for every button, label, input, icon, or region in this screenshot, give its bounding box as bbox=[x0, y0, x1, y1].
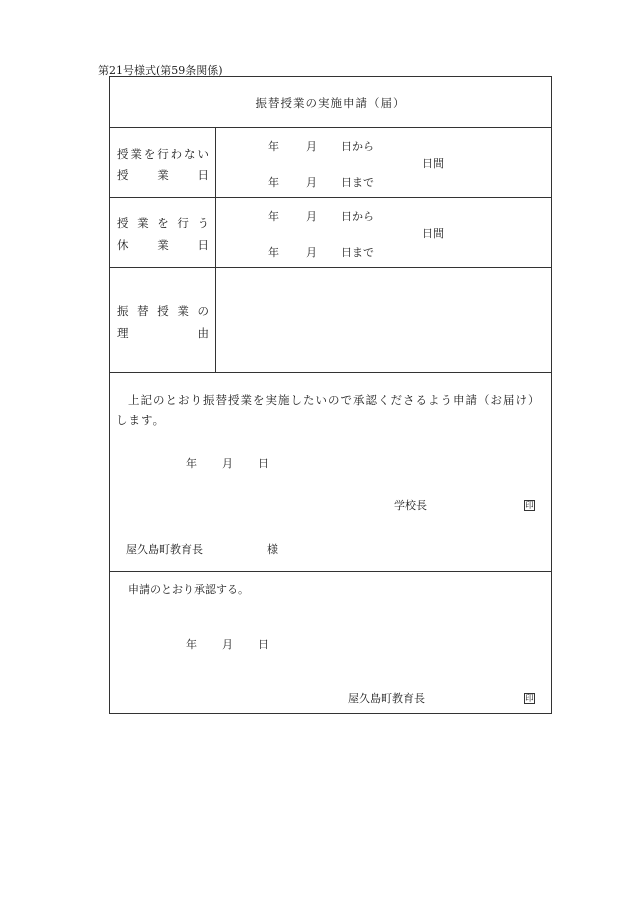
row1-days: 日間 bbox=[422, 157, 444, 170]
row2-from-month: 月 bbox=[306, 210, 317, 223]
principal-seal bbox=[524, 498, 535, 511]
row2-to-year: 年 bbox=[268, 246, 279, 259]
recipient-label: 屋久島町教育長 bbox=[126, 543, 203, 556]
divider bbox=[110, 127, 551, 128]
row1-label-line1: 授 業 を 行 わ な い bbox=[117, 147, 209, 161]
row2-from-day: 日から bbox=[341, 210, 374, 223]
divider bbox=[110, 197, 551, 198]
row1-label-line2: 授 業 日 bbox=[117, 168, 209, 182]
row3-label-line1: 振 替 授 業 の bbox=[117, 304, 209, 318]
row2-label-line1: 授 業 を 行 う bbox=[117, 216, 209, 230]
approver-label: 屋久島町教育長 bbox=[348, 692, 425, 705]
row2-label-line2: 休 業 日 bbox=[117, 238, 209, 252]
approval-date-year: 年 bbox=[186, 638, 197, 651]
row1-from-month: 月 bbox=[306, 140, 317, 153]
row1-from-day: 日から bbox=[341, 140, 374, 153]
approval-body: 申請のとおり承認する。 bbox=[128, 583, 249, 596]
request-body: 上記のとおり振替授業を実施したいので承認くださるよう申請（お届け）します。 bbox=[116, 393, 541, 427]
row1-to-year: 年 bbox=[268, 176, 279, 189]
approver-seal bbox=[524, 691, 535, 704]
row1-from-year: 年 bbox=[268, 140, 279, 153]
row1-to-day: 日まで bbox=[341, 176, 374, 189]
reason-field[interactable] bbox=[216, 268, 552, 372]
row1-to-month: 月 bbox=[306, 176, 317, 189]
form-number: 第21号様式(第59条関係) bbox=[98, 64, 223, 77]
request-date-day: 日 bbox=[258, 457, 269, 470]
approval-date-day: 日 bbox=[258, 638, 269, 651]
row2-from-year: 年 bbox=[268, 210, 279, 223]
principal-label: 学校長 bbox=[394, 499, 427, 512]
row2-to-month: 月 bbox=[306, 246, 317, 259]
row3-label-line2: 理 由 bbox=[117, 326, 209, 340]
divider bbox=[110, 571, 551, 572]
application-form bbox=[109, 76, 552, 714]
recipient-honorific: 様 bbox=[267, 543, 278, 556]
divider bbox=[110, 372, 551, 373]
row2-days: 日間 bbox=[422, 227, 444, 240]
seal-icon: 印 bbox=[525, 694, 534, 704]
row2-to-day: 日まで bbox=[341, 246, 374, 259]
seal-icon: 印 bbox=[525, 501, 534, 511]
request-date-month: 月 bbox=[222, 457, 233, 470]
approval-date-month: 月 bbox=[222, 638, 233, 651]
request-date-year: 年 bbox=[186, 457, 197, 470]
form-title: 振替授業の実施申請（届） bbox=[255, 96, 406, 110]
